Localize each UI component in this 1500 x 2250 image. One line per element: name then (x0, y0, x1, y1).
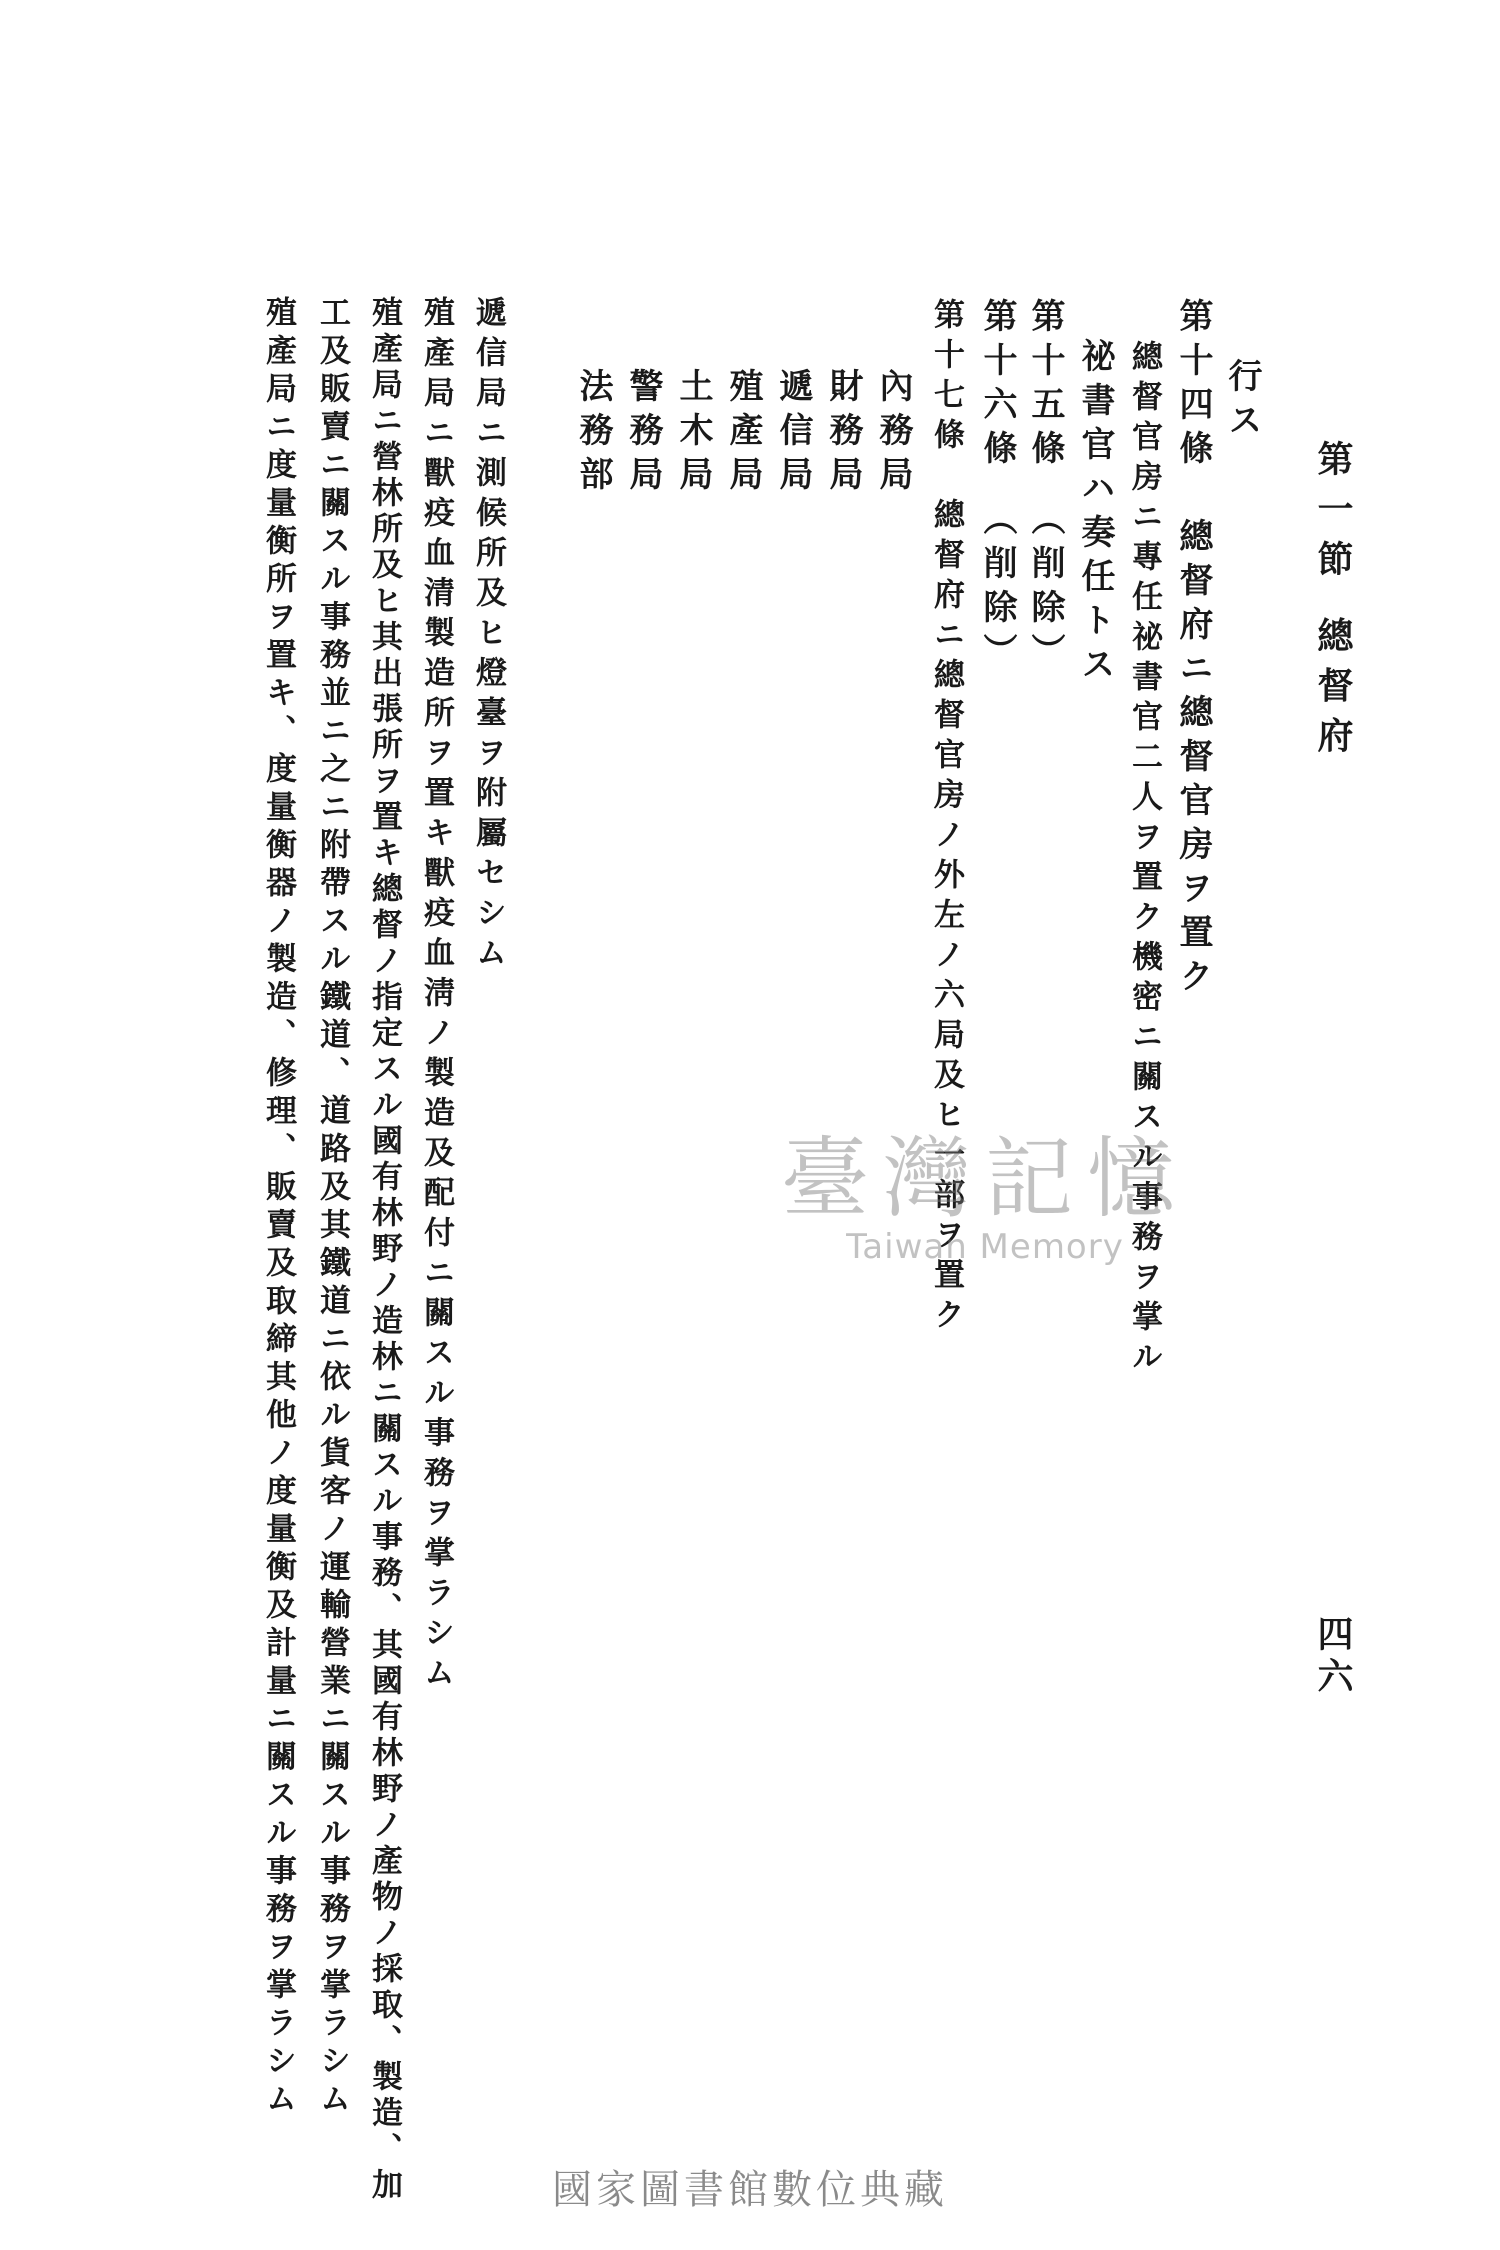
text-column: 第十七條 總督府ニ總督官房ノ外左ノ六局及ヒ一部ヲ置ク (928, 298, 964, 1338)
watermark-title-cn: 臺灣記憶 (780, 1127, 1189, 1230)
text-column: 殖產局ニ獸疫血清製造所ヲ置キ獸疫血淸ノ製造及配付ニ關スル事務ヲ掌ラシム (418, 296, 454, 1696)
page-number: 四六 (1312, 1615, 1354, 1699)
bureau-item: 內務局 (873, 368, 913, 500)
text-column: 第十五條 （削除） (1025, 298, 1065, 677)
bureau-item: 警務局 (623, 368, 663, 500)
text-column: 第十四條 總督府ニ總督官房ヲ置ク (1173, 298, 1213, 1002)
text-column: 第十六條 （削除） (977, 298, 1017, 677)
bureau-item: 財務局 (823, 368, 863, 500)
taiwan-memory-watermark (745, 1127, 1225, 1267)
text-column: 工及販賣ニ關スル事務並ニ之ニ附帶スル鐵道、道路及其鐵道ニ依ル貨客ノ運輸營業ニ關スル事務ヲ掌ラシム (314, 296, 350, 2120)
text-column: 殖產局ニ營林所及ヒ其出張所ヲ置キ總督ノ指定スル國有林野ノ造林ニ關スル事務、其國有林野ノ產物ノ採取、製造、加 (366, 296, 402, 2204)
text-column: 殖產局ニ度量衡所ヲ置キ、度量衡器ノ製造、修理、販賣及取締其他ノ度量衡及計量ニ關スル事務ヲ掌ラシム (260, 296, 296, 2120)
text-column: 遞信局ニ測候所及ヒ燈臺ヲ附屬セシム (470, 296, 506, 976)
bureau-item: 殖產局 (723, 368, 763, 500)
watermark-title-en: Taiwan Memory (846, 1227, 1124, 1267)
text-column: 總督官房ニ專任祕書官二人ヲ置ク機密ニ關スル事務ヲ掌ル (1126, 340, 1162, 1380)
library-footer: 國家圖書館數位典藏 (552, 2167, 948, 2213)
section-title: 第一節 總督府 (1312, 440, 1354, 767)
bureau-item: 土木局 (673, 368, 713, 500)
bureau-item: 法務部 (573, 368, 613, 500)
text-column: 行ス (1222, 358, 1262, 446)
text-column: 祕書官ハ奏任トス (1075, 338, 1115, 690)
bureau-item: 遞信局 (773, 368, 813, 500)
